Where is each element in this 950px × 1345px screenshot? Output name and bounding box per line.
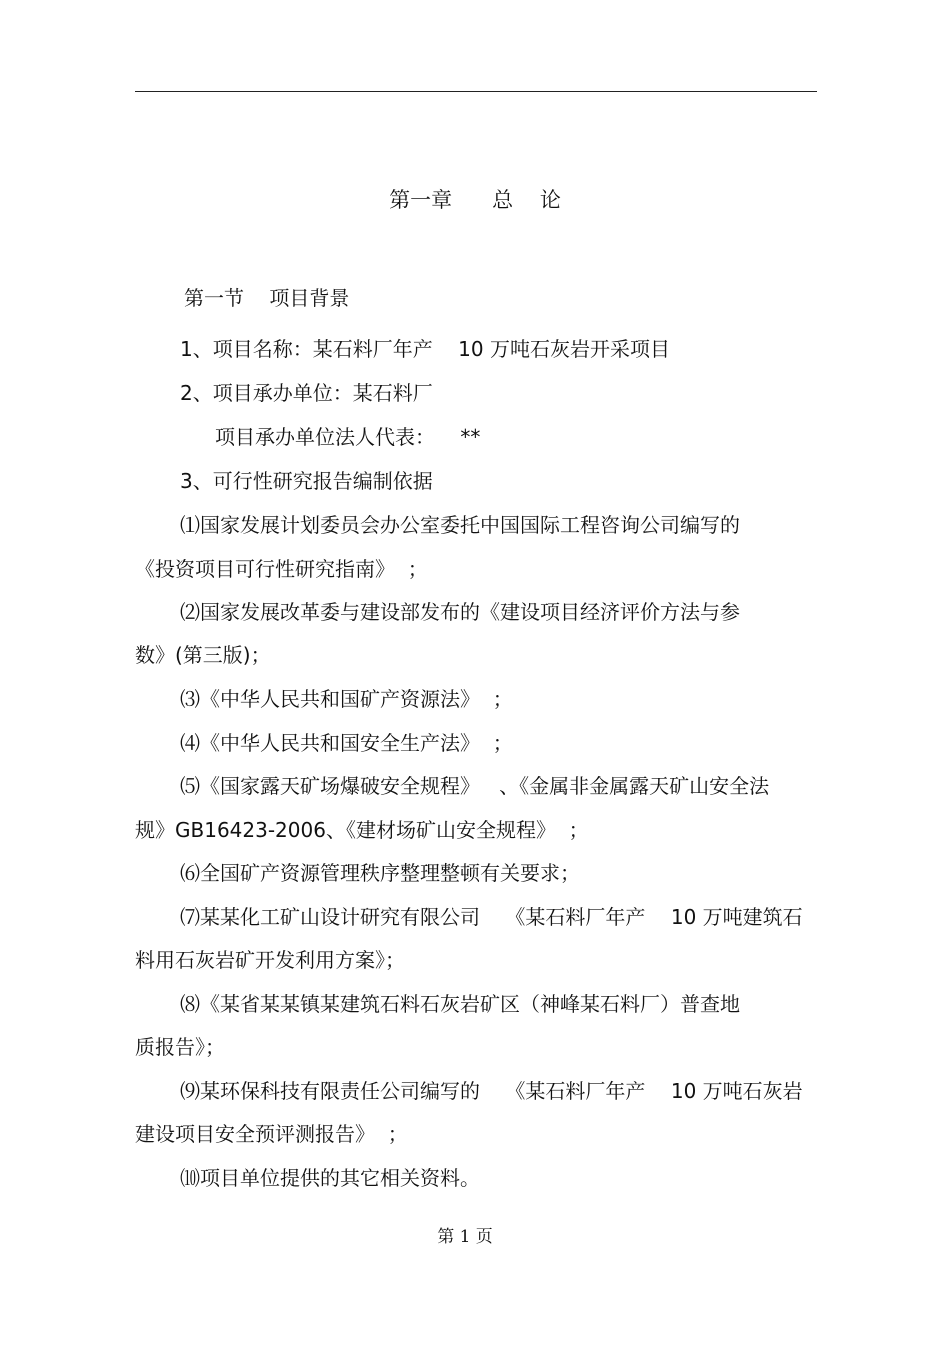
basis-9-line-1: ⑼某环保科技有限责任公司编写的 《某石料厂年产 10 万吨石灰岩	[180, 1079, 803, 1103]
basis-1-line-1: ⑴国家发展计划委员会办公室委托中国国际工程咨询公司编写的	[180, 513, 740, 537]
chapter-title: 第一章 总 论	[389, 188, 561, 212]
basis-7-line-2: 料用石灰岩矿开发利用方案》；	[135, 948, 405, 972]
basis-8-line-1: ⑻《某省某某镇某建筑石料石灰岩矿区（神峰某石料厂）普查地	[180, 992, 740, 1016]
basis-1-line-2: 《投资项目可行性研究指南》 ；	[135, 557, 428, 581]
header-rule	[135, 91, 817, 92]
basis-2-line-1: ⑵国家发展改革委与建设部发布的《建设项目经济评价方法与参	[180, 600, 740, 624]
item-legal-representative: 项目承办单位法人代表： **	[215, 425, 481, 449]
item-report-basis-heading: 3、可行性研究报告编制依据	[180, 469, 433, 493]
basis-4: ⑷《中华人民共和国安全生产法》 ；	[180, 731, 513, 755]
basis-3: ⑶《中华人民共和国矿产资源法》 ；	[180, 687, 513, 711]
basis-5-line-2: 规》GB16423-2006、《建材场矿山安全规程》 ；	[135, 818, 589, 842]
page-number: 第 1 页	[437, 1227, 493, 1247]
item-project-name: 1、项目名称：某石料厂年产 10 万吨石灰岩开采项目	[180, 337, 670, 361]
section-title: 第一节 项目背景	[184, 286, 350, 310]
basis-10: ⑽项目单位提供的其它相关资料。	[180, 1166, 480, 1190]
basis-8-line-2: 质报告》；	[135, 1035, 225, 1059]
item-project-unit: 2、项目承办单位：某石料厂	[180, 381, 433, 405]
basis-6: ⑹全国矿产资源管理秩序整理整顿有关要求；	[180, 861, 580, 885]
basis-9-line-2: 建设项目安全预评测报告》 ；	[135, 1122, 408, 1146]
basis-2-line-2: 数》(第三版)；	[135, 643, 271, 667]
basis-7-line-1: ⑺某某化工矿山设计研究有限公司 《某石料厂年产 10 万吨建筑石	[180, 905, 803, 929]
basis-5-line-1: ⑸《国家露天矿场爆破安全规程》 、《金属非金属露天矿山安全法	[180, 774, 770, 798]
